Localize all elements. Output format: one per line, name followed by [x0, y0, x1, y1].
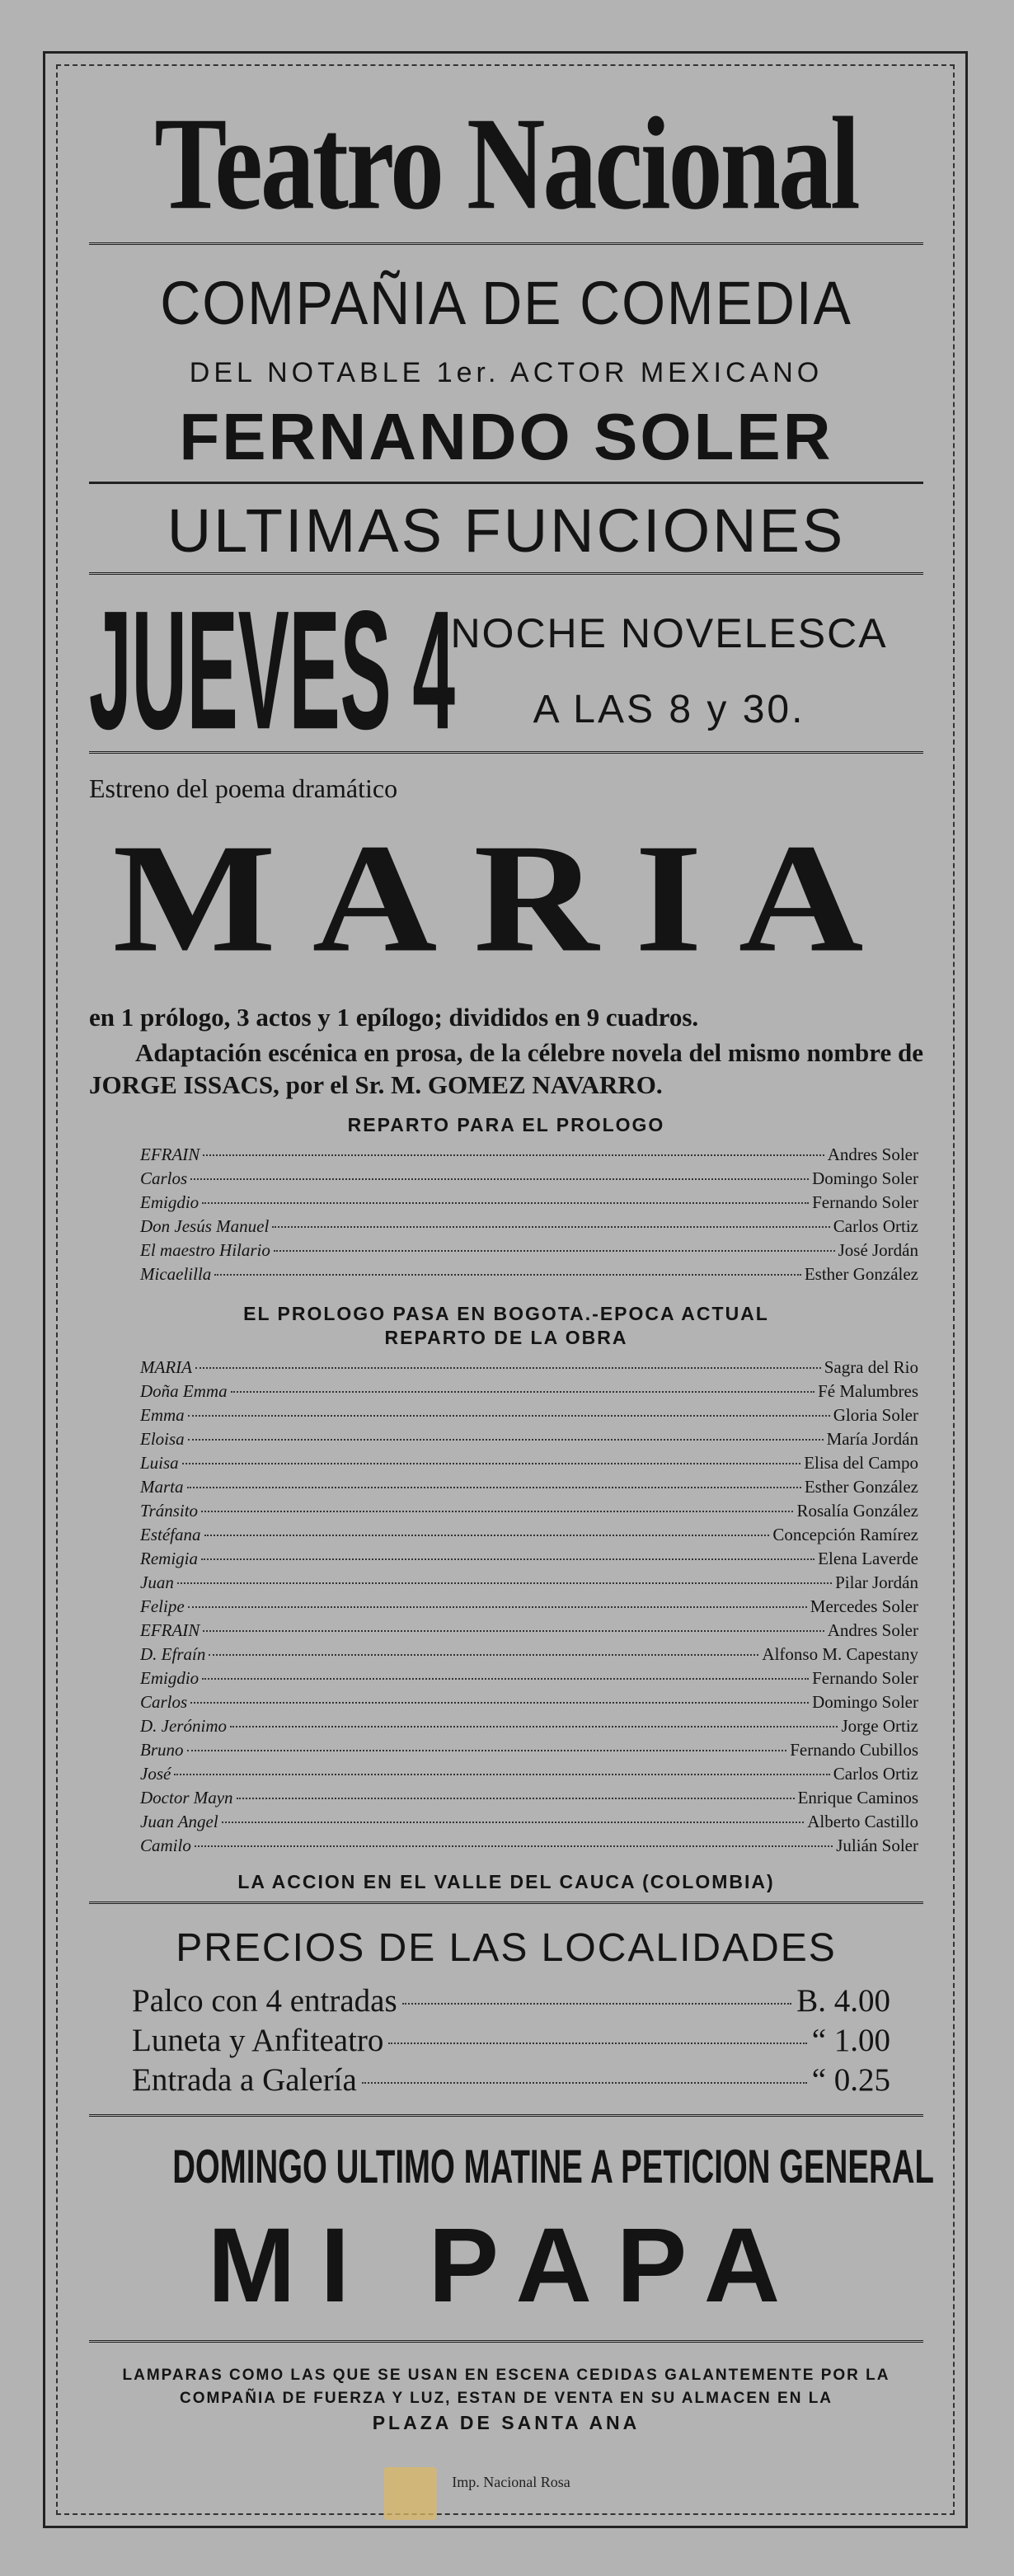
- performance-date: [89, 575, 923, 765]
- cast-row: [140, 1572, 918, 1596]
- cast-role: José: [140, 1764, 171, 1784]
- performance-info: [415, 609, 923, 732]
- cast-row: [140, 1644, 918, 1668]
- footer-text: LAMPARAS COMO LAS QUE SE USAN EN ESCENA CEDIDAS GALANTEMENTE POR LA COMPAÑIA DE FUERZA Y LUZ, ESTAN DE VENTA EN SU ALMACEN EN LA: [122, 2367, 890, 2407]
- prologue-note: EL PROLOGO PASA EN BOGOTA.-EPOCA ACTUAL: [243, 1303, 769, 1325]
- cast-role: Emigdio: [140, 1192, 200, 1213]
- cast-role: Bruno: [140, 1740, 184, 1760]
- cast-row: [140, 1836, 918, 1859]
- leader-dots: [190, 1178, 809, 1180]
- divider: [89, 482, 923, 484]
- price-item: Entrada a Galería: [132, 2062, 357, 2099]
- leader-dots: [388, 2042, 806, 2044]
- leader-dots: [195, 1367, 821, 1369]
- cast-role: Camilo: [140, 1836, 191, 1856]
- leader-dots: [188, 1439, 824, 1441]
- cast-role: Estéfana: [140, 1525, 201, 1545]
- cast-actor: Alberto Castillo: [807, 1812, 918, 1832]
- cast-row: [140, 1216, 918, 1240]
- price-row: [132, 2022, 890, 2061]
- cast-actor: Sagra del Rio: [824, 1357, 918, 1378]
- price-row: [132, 1982, 890, 2022]
- leader-dots: [231, 1391, 815, 1393]
- cast-role: El maestro Hilario: [140, 1240, 270, 1261]
- cast-row: [140, 1788, 918, 1812]
- cast-row: [140, 1477, 918, 1501]
- leader-dots: [177, 1582, 832, 1584]
- price-list: [132, 1982, 890, 2101]
- price-value: “ 0.25: [811, 2062, 890, 2099]
- cast-actor: Pilar Jordán: [835, 1572, 918, 1593]
- footer-note: [89, 2364, 923, 2437]
- leader-dots: [230, 1726, 838, 1728]
- prices-heading: PRECIOS DE LAS LOCALIDADES: [176, 1926, 837, 1971]
- play-title: MARIA: [112, 812, 900, 985]
- lead-actor: FERNANDO SOLER: [179, 400, 833, 473]
- leader-dots: [182, 1463, 801, 1464]
- leader-dots: [272, 1226, 829, 1228]
- cast-actor: Rosalía González: [796, 1501, 918, 1521]
- cast-role: Carlos: [140, 1168, 188, 1189]
- cast-role: D. Efraín: [140, 1644, 206, 1665]
- cast-role: Tránsito: [140, 1501, 199, 1521]
- cast-row: [140, 1525, 918, 1549]
- leader-dots: [203, 1154, 824, 1156]
- cast-actor: Fé Malumbres: [818, 1381, 918, 1402]
- cast-row: [140, 1453, 918, 1477]
- adaptation-note: Adaptación escénica en prosa, de la célebre novela del mismo nombre de JORGE ISSACS, por el Sr. M. GOMEZ NAVARRO.: [89, 1037, 923, 1099]
- cast-actor: Esther González: [804, 1477, 918, 1497]
- action-note: LA ACCION EN EL VALLE DEL CAUCA (COLOMBIA): [237, 1871, 775, 1893]
- leader-dots: [174, 1774, 829, 1775]
- cast-actor: José Jordán: [838, 1240, 918, 1261]
- cast-actor: Concepción Ramírez: [772, 1525, 918, 1545]
- price-value: B. 4.00: [796, 1983, 890, 2019]
- cast-row: [140, 1620, 918, 1644]
- prologue-cast-list: [140, 1145, 918, 1288]
- cast-row: [140, 1405, 918, 1429]
- leader-dots: [274, 1250, 835, 1252]
- poster: [89, 82, 934, 2437]
- leader-dots: [237, 1798, 795, 1799]
- cast-row: [140, 1692, 918, 1716]
- company-name: COMPAÑIA DE COMEDIA: [160, 269, 852, 337]
- cast-role: Juan: [140, 1572, 174, 1593]
- cast-actor: Fernando Cubillos: [790, 1740, 918, 1760]
- cast-actor: Carlos Ortiz: [833, 1216, 918, 1237]
- cast-row: [140, 1764, 918, 1788]
- cast-role: Don Jesús Manuel: [140, 1216, 270, 1237]
- cast-row: [140, 1168, 918, 1192]
- cast-actor: Mercedes Soler: [810, 1596, 918, 1617]
- leader-dots: [188, 1606, 807, 1608]
- leader-dots: [402, 2003, 792, 2005]
- play-structure: en 1 prólogo, 3 actos y 1 epílogo; divididos en 9 cuadros.: [89, 1003, 699, 1032]
- leader-dots: [214, 1274, 801, 1276]
- play-cast-list: [140, 1357, 918, 1859]
- divider: [89, 1901, 923, 1904]
- cast-row: [140, 1357, 918, 1381]
- play-cast-heading: REPARTO DE LA OBRA: [384, 1327, 628, 1349]
- night-title: NOCHE NOVELESCA: [450, 609, 888, 656]
- leader-dots: [209, 1654, 758, 1656]
- cast-role: Emma: [140, 1405, 185, 1426]
- cast-role: EFRAIN: [140, 1145, 200, 1165]
- cast-row: [140, 1264, 918, 1288]
- cast-role: Felipe: [140, 1596, 185, 1617]
- cast-role: Luisa: [140, 1453, 179, 1474]
- notable-line: DEL NOTABLE 1er. ACTOR MEXICANO: [189, 357, 824, 388]
- cast-actor: Fernando Soler: [812, 1668, 918, 1689]
- cast-actor: Alfonso M. Capestany: [762, 1644, 918, 1665]
- printer-imprint: Imp. Nacional Rosa: [452, 2474, 570, 2490]
- leader-dots: [187, 1750, 787, 1751]
- cast-actor: Carlos Ortiz: [833, 1764, 918, 1784]
- divider: [89, 2114, 923, 2117]
- cast-row: [140, 1240, 918, 1264]
- cast-role: Doctor Mayn: [140, 1788, 233, 1808]
- cast-row: [140, 1812, 918, 1836]
- cast-row: [140, 1549, 918, 1572]
- leader-dots: [202, 1202, 809, 1204]
- price-value: “ 1.00: [811, 2023, 890, 2059]
- price-item: Luneta y Anfiteatro: [132, 2023, 384, 2059]
- leader-dots: [222, 1822, 805, 1823]
- cast-actor: Fernando Soler: [812, 1192, 918, 1213]
- cast-role: Doña Emma: [140, 1381, 228, 1402]
- cast-role: Micaelilla: [140, 1264, 212, 1285]
- premiere-intro: Estreno del poema dramático: [89, 773, 398, 804]
- leader-dots: [187, 1487, 801, 1488]
- cast-actor: Domingo Soler: [812, 1692, 918, 1713]
- cast-actor: Andres Soler: [827, 1145, 918, 1165]
- cast-actor: Esther González: [804, 1264, 918, 1285]
- leader-dots: [202, 1678, 809, 1680]
- prologue-cast-heading: REPARTO PARA EL PROLOGO: [347, 1114, 665, 1136]
- cast-role: EFRAIN: [140, 1620, 200, 1641]
- leader-dots: [188, 1415, 830, 1417]
- theater-title: Teatro Nacional: [154, 89, 858, 237]
- cast-actor: Domingo Soler: [812, 1168, 918, 1189]
- cast-row: [140, 1381, 918, 1405]
- cast-actor: Julián Soler: [836, 1836, 918, 1856]
- cast-actor: Andres Soler: [827, 1620, 918, 1641]
- cast-row: [140, 1596, 918, 1620]
- cast-role: Carlos: [140, 1692, 188, 1713]
- cast-row: [140, 1429, 918, 1453]
- cast-actor: Enrique Caminos: [797, 1788, 918, 1808]
- leader-dots: [190, 1702, 809, 1704]
- cast-role: Emigdio: [140, 1668, 200, 1689]
- cast-role: Remigia: [140, 1549, 198, 1569]
- subtitle: ULTIMAS FUNCIONES: [167, 496, 846, 565]
- cast-row: [140, 1716, 918, 1740]
- leader-dots: [201, 1558, 814, 1560]
- cast-row: [140, 1501, 918, 1525]
- divider: [89, 2340, 923, 2343]
- cast-actor: Jorge Ortiz: [841, 1716, 918, 1737]
- day-label: JUEVES 4: [89, 575, 456, 765]
- leader-dots: [201, 1511, 793, 1512]
- leader-dots: [362, 2082, 807, 2084]
- cast-row: [140, 1668, 918, 1692]
- cast-actor: Gloria Soler: [833, 1405, 918, 1426]
- cast-actor: María Jordán: [826, 1429, 918, 1450]
- price-row: [132, 2061, 890, 2101]
- cast-actor: Elisa del Campo: [804, 1453, 918, 1474]
- price-item: Palco con 4 entradas: [132, 1983, 397, 2019]
- cast-row: [140, 1740, 918, 1764]
- sunday-matinee: DOMINGO ULTIMO MATINE A PETICION GENERAL: [172, 2141, 934, 2194]
- sunday-play-title: MI PAPA: [207, 2207, 805, 2325]
- leader-dots: [204, 1535, 770, 1536]
- cast-role: MARIA: [140, 1357, 192, 1378]
- leader-dots: [203, 1630, 824, 1632]
- cast-row: [140, 1145, 918, 1168]
- cast-role: Marta: [140, 1477, 184, 1497]
- show-time: A LAS 8 y 30.: [533, 687, 805, 731]
- leader-dots: [195, 1845, 833, 1847]
- cast-actor: Elena Laverde: [818, 1549, 918, 1569]
- footer-place: PLAZA DE SANTA ANA: [372, 2412, 641, 2434]
- cast-row: [140, 1192, 918, 1216]
- cast-role: D. Jerónimo: [140, 1716, 227, 1737]
- cast-role: Juan Angel: [140, 1812, 218, 1832]
- cast-role: Eloisa: [140, 1429, 185, 1450]
